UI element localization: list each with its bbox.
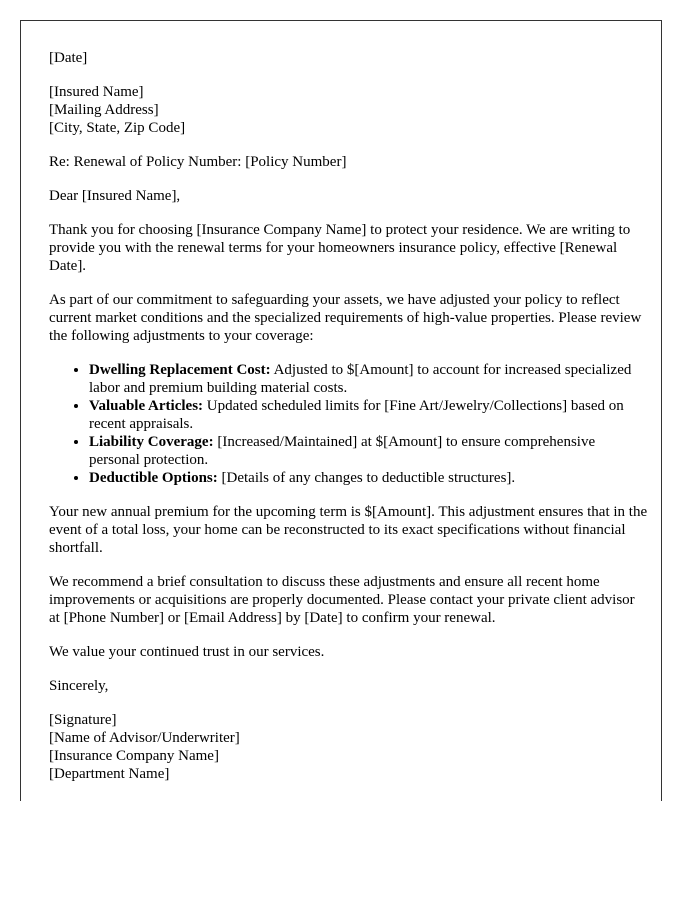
list-item	[89, 361, 649, 397]
item-text: [Increased/Maintained] at $[Amount] to ensure comprehensive personal protection.	[89, 434, 596, 468]
signer-company: [Insurance Company Name]	[49, 748, 219, 764]
recipient-address: [Mailing Address]	[49, 102, 159, 118]
body-paragraph: We value your continued trust in our services.	[49, 644, 325, 660]
item-label: Dwelling Replacement Cost:	[89, 362, 271, 378]
letter-page	[20, 20, 662, 801]
signoff: Sincerely,	[49, 678, 109, 694]
body-paragraph: Thank you for choosing [Insurance Company Name] to protect your residence. We are writing to provide you with the renewal terms for your homeowners insurance policy, effective [Renewal Date].	[49, 222, 631, 274]
signer-department: [Department Name]	[49, 766, 170, 782]
salutation: Dear [Insured Name],	[49, 188, 181, 204]
letter-date: [Date]	[49, 50, 88, 66]
signer-name: [Name of Advisor/Underwriter]	[49, 730, 240, 746]
signature: [Signature]	[49, 712, 117, 728]
body-paragraph: We recommend a brief consultation to discuss these adjustments and ensure all recent home improvements or acquisitions are properly documented. Please contact your private client advisor at [Phone Number] or [Email Address] by [Date] to confirm your renewal.	[49, 574, 635, 626]
item-text: [Details of any changes to deductible structures].	[217, 470, 516, 486]
list-item	[89, 469, 649, 487]
item-text: Updated scheduled limits for [Fine Art/Jewelry/Collections] based on recent appraisals.	[89, 398, 624, 432]
item-label: Deductible Options:	[89, 470, 218, 486]
body-paragraph: As part of our commitment to safeguarding your assets, we have adjusted your policy to reflect current market conditions and the specialized requirements of high-value properties. Please review the following adjustments to your coverage:	[49, 292, 642, 344]
recipient-city: [City, State, Zip Code]	[49, 120, 186, 136]
body-paragraph: Your new annual premium for the upcoming term is $[Amount]. This adjustment ensures that in the event of a total loss, your home can be reconstructed to its exact specifications without financial shortfall.	[49, 504, 648, 556]
subject-line: Re: Renewal of Policy Number: [Policy Number]	[49, 154, 347, 170]
item-text: Adjusted to $[Amount] to account for increased specialized labor and premium building material costs.	[89, 362, 632, 396]
item-label: Valuable Articles:	[89, 398, 204, 414]
list-item	[89, 397, 649, 433]
list-item	[89, 433, 649, 469]
recipient-name: [Insured Name]	[49, 84, 144, 100]
item-label: Liability Coverage:	[89, 434, 214, 450]
adjustments-list	[49, 361, 649, 487]
signature-block	[49, 711, 649, 783]
recipient-block	[49, 83, 649, 137]
